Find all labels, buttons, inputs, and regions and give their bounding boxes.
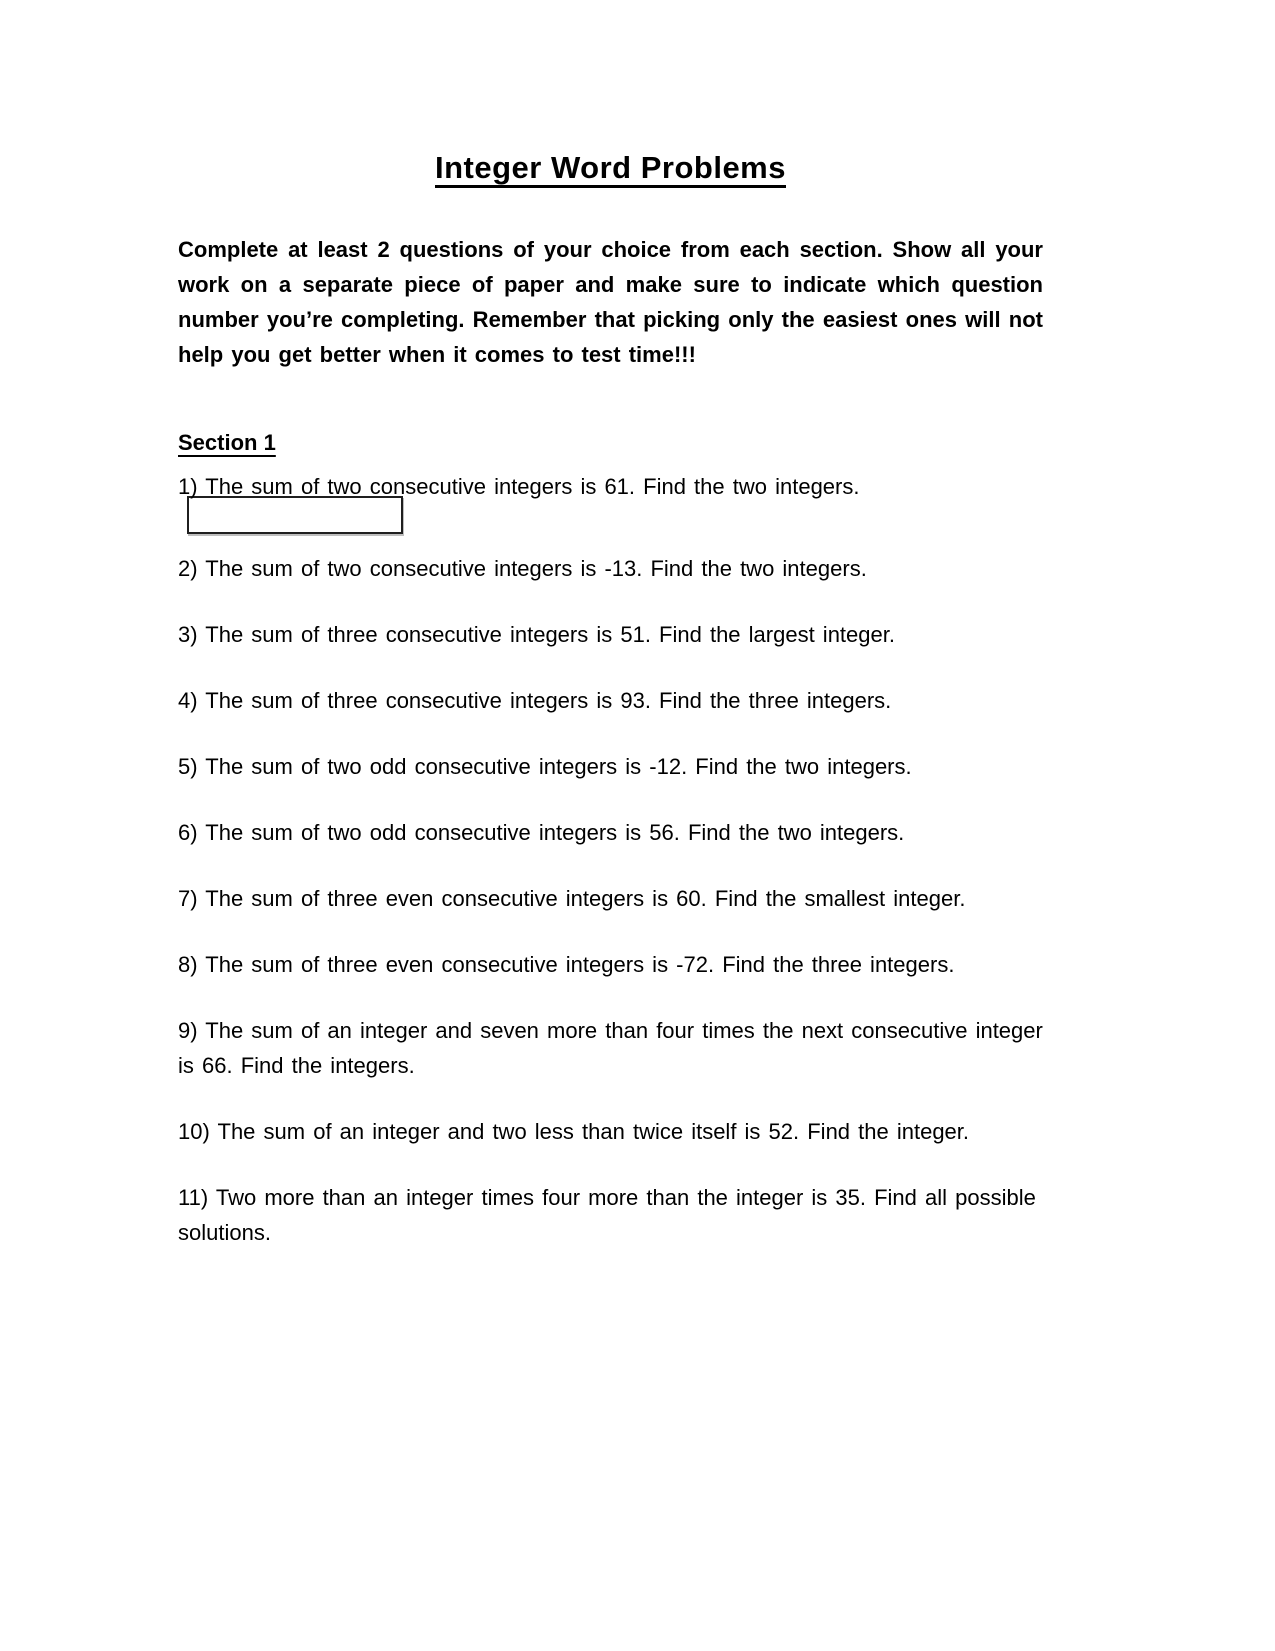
- question-4: 4) The sum of three consecutive integers is 93. Find the three integers.: [178, 688, 892, 713]
- question-8: 8) The sum of three even consecutive integers is -72. Find the three integers.: [178, 952, 955, 977]
- question-1: 1) The sum of two consecutive integers is 61. Find the two integers.: [178, 474, 860, 499]
- question-11: 11) Two more than an integer times four more than the integer is 35. Find all possible solutions.: [178, 1185, 1036, 1245]
- question-9: 9) The sum of an integer and seven more than four times the next consecutive integer is 66. Find the integers.: [178, 1018, 1043, 1078]
- question-2: 2) The sum of two consecutive integers is -13. Find the two integers.: [178, 556, 867, 581]
- worksheet-content: [178, 0, 1043, 1250]
- document-title: Integer Word Problems: [435, 150, 786, 185]
- intro-paragraph: Complete at least 2 questions of your choice from each section. Show all your work on a separate piece of paper and make sure to indicate which question number you’re completing. Remember that picking only the easiest ones will not help you get better when it comes to test time!!!: [178, 237, 1043, 367]
- question-5: 5) The sum of two odd consecutive integers is -12. Find the two integers.: [178, 754, 912, 779]
- question-6: 6) The sum of two odd consecutive integers is 56. Find the two integers.: [178, 820, 905, 845]
- section-1-heading: Section 1: [178, 430, 276, 455]
- question-3: 3) The sum of three consecutive integers is 51. Find the largest integer.: [178, 622, 895, 647]
- question-10: 10) The sum of an integer and two less than twice itself is 52. Find the integer.: [178, 1119, 970, 1144]
- question-7: 7) The sum of three even consecutive integers is 60. Find the smallest integer.: [178, 886, 966, 911]
